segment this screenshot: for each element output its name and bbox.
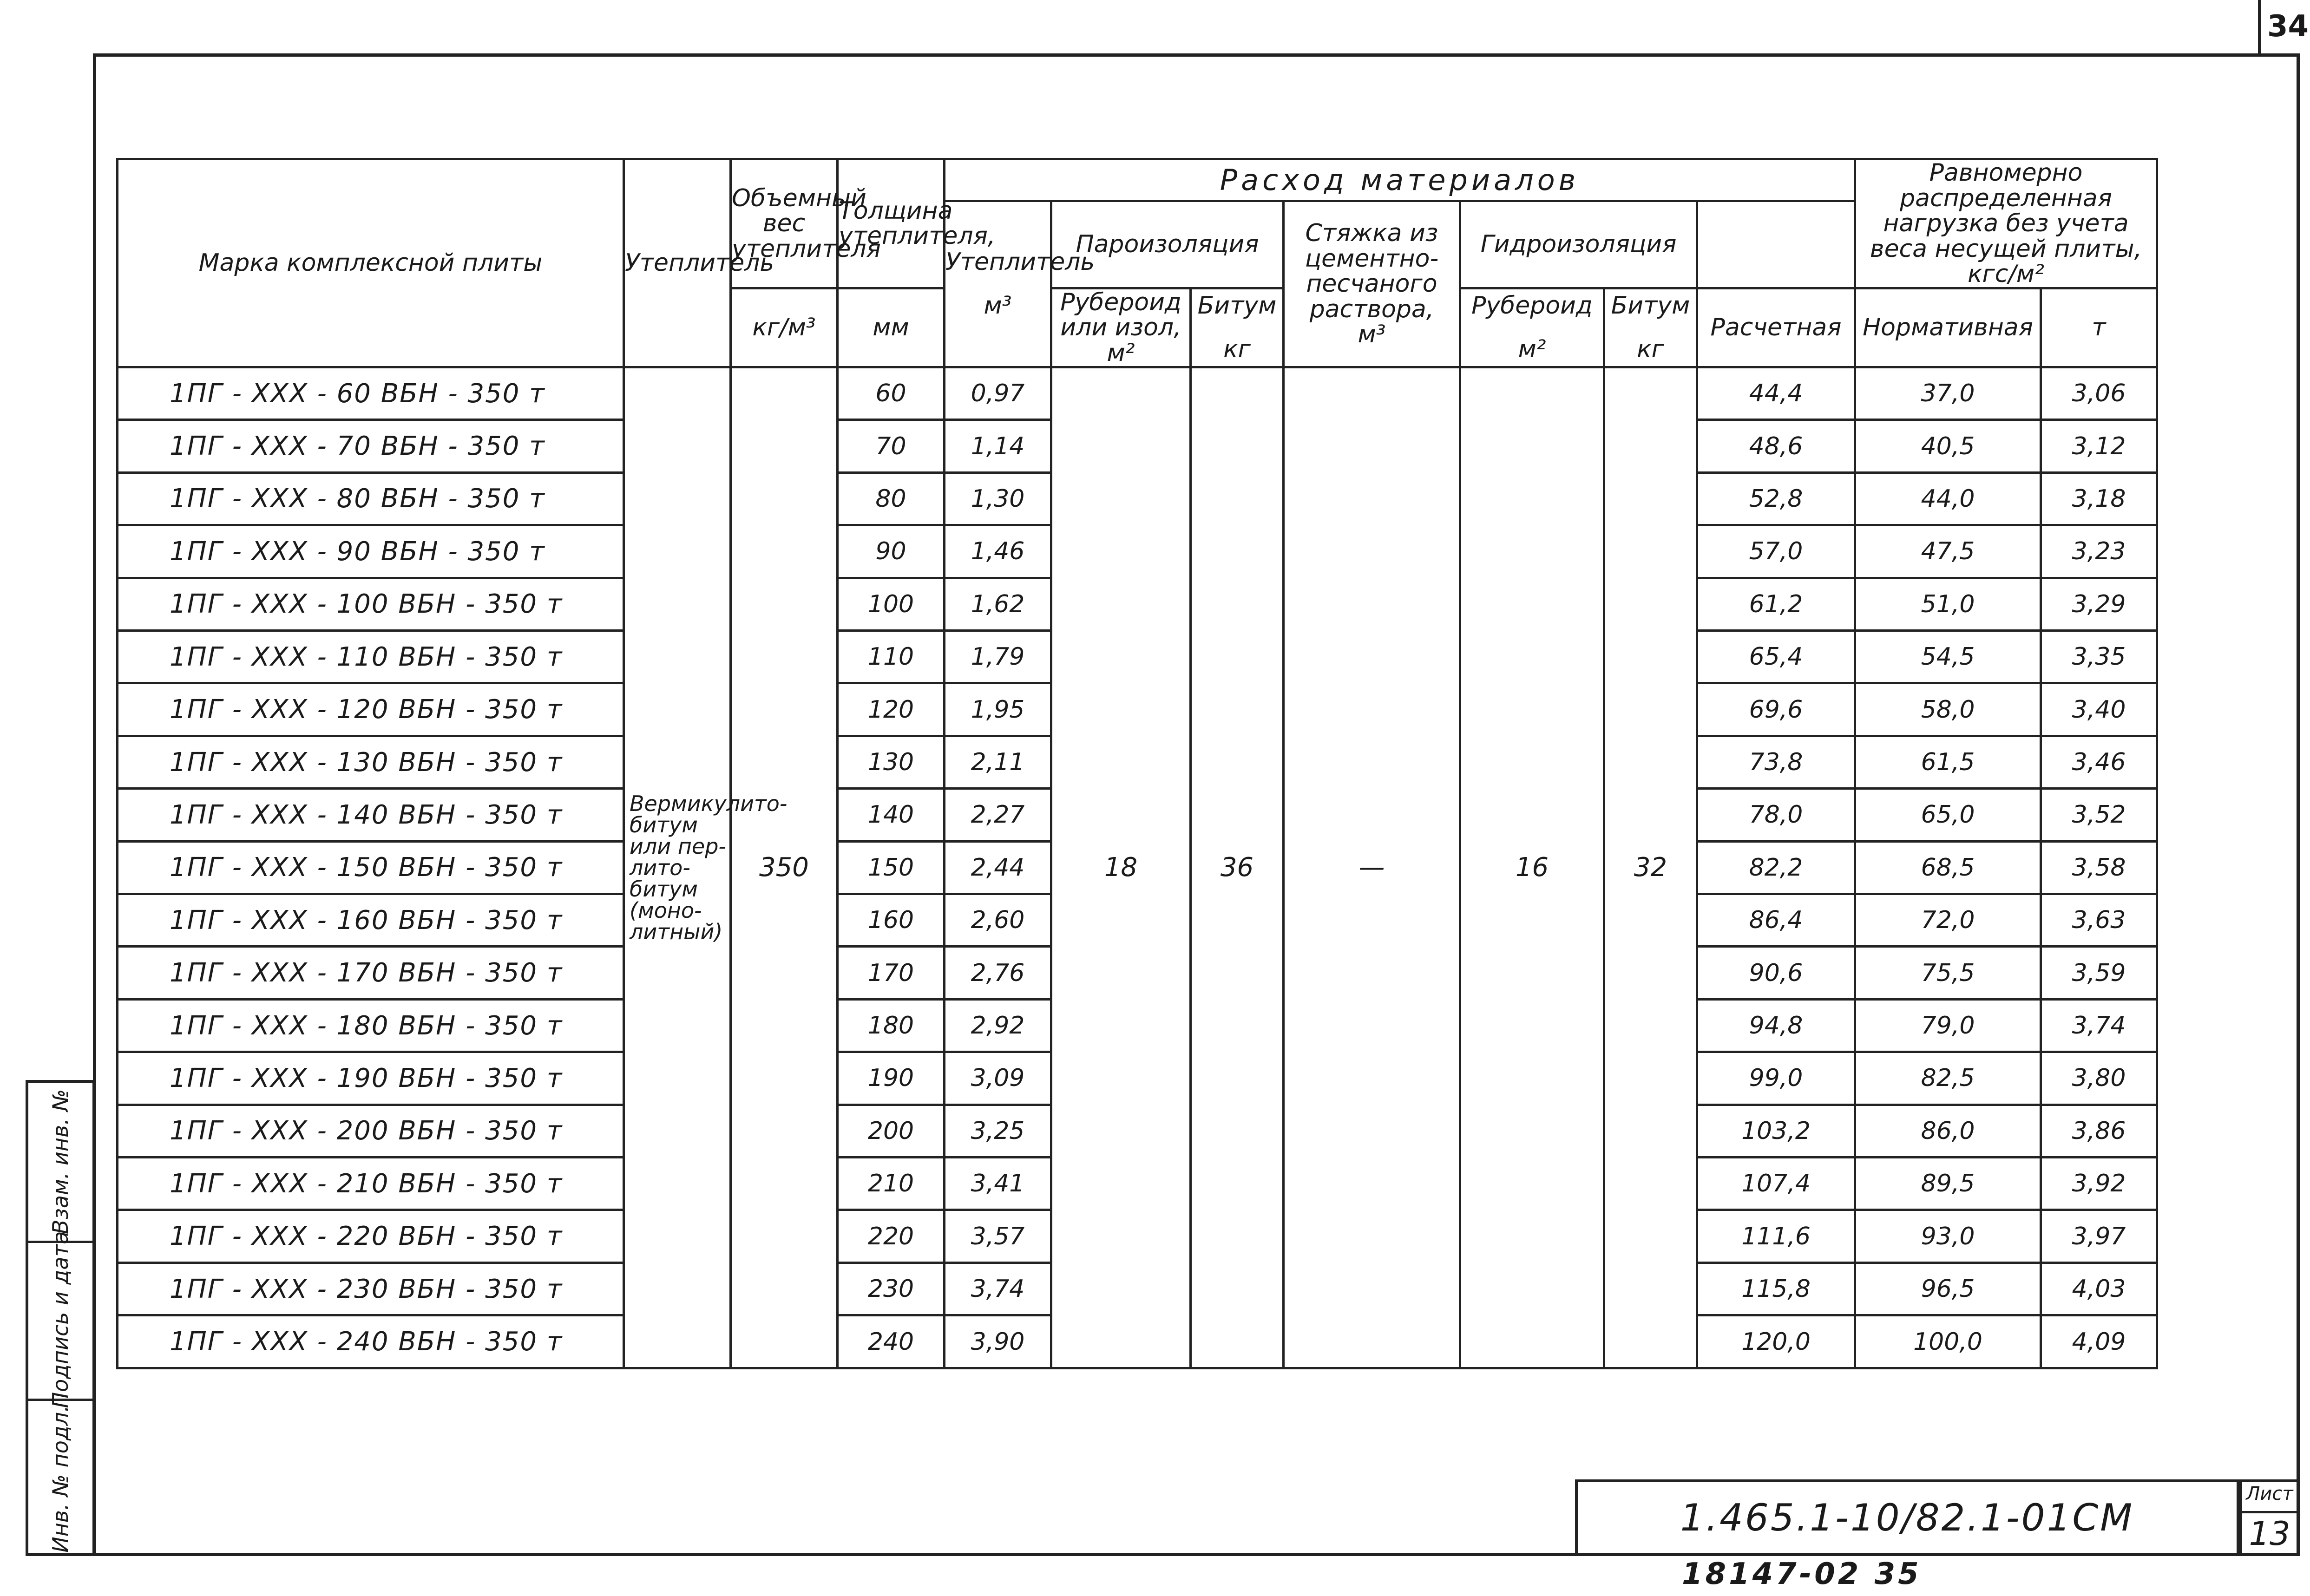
header-vb-ruberoid bbox=[1051, 288, 1191, 367]
row-insulant-volume: 3,25 bbox=[945, 1105, 1051, 1157]
row-mark: 1ПГ - XXX - 220 ВБН - 350 т bbox=[118, 1210, 624, 1262]
row-load-normative: 54,5 bbox=[1855, 631, 2041, 683]
header-density-unit: кг/м³ bbox=[731, 288, 838, 367]
header-wp-bitumen-label: Битум bbox=[1611, 291, 1690, 320]
row-mark: 1ПГ - XXX - 200 ВБН - 350 т bbox=[118, 1105, 624, 1157]
row-load-normative: 40,5 bbox=[1855, 420, 2041, 472]
row-insulant-volume: 2,92 bbox=[945, 999, 1051, 1052]
row-load-design: 107,4 bbox=[1697, 1158, 1855, 1210]
row-mass: 4,09 bbox=[2041, 1315, 2157, 1368]
merged-wp-bitumen: 32 bbox=[1604, 367, 1697, 1368]
row-thickness: 170 bbox=[838, 947, 945, 999]
title-block-designation: 1.465.1-10/82.1-01СМ bbox=[1575, 1479, 2239, 1556]
row-insulant-volume: 1,46 bbox=[945, 525, 1051, 578]
row-load-design: 120,0 bbox=[1697, 1315, 1855, 1368]
row-load-normative: 44,0 bbox=[1855, 472, 2041, 525]
header-wp-bitumen bbox=[1604, 288, 1697, 367]
row-thickness: 160 bbox=[838, 894, 945, 947]
row-load-normative: 79,0 bbox=[1855, 999, 2041, 1052]
row-mark: 1ПГ - XXX - 190 ВБН - 350 т bbox=[118, 1052, 624, 1105]
row-mass: 3,46 bbox=[2041, 736, 2157, 788]
row-thickness: 240 bbox=[838, 1315, 945, 1368]
row-mass: 3,40 bbox=[2041, 683, 2157, 736]
row-load-normative: 51,0 bbox=[1855, 578, 2041, 630]
row-mass: 3,35 bbox=[2041, 631, 2157, 683]
row-insulant-volume: 3,74 bbox=[945, 1262, 1051, 1315]
row-load-design: 103,2 bbox=[1697, 1105, 1855, 1157]
row-thickness: 140 bbox=[838, 789, 945, 841]
row-thickness: 90 bbox=[838, 525, 945, 578]
materials-table-body bbox=[118, 367, 2157, 1368]
row-load-design: 115,8 bbox=[1697, 1262, 1855, 1315]
row-mass: 3,58 bbox=[2041, 841, 2157, 894]
header-wp-ruberoid-label: Рубероид bbox=[1471, 291, 1593, 320]
row-load-normative: 100,0 bbox=[1855, 1315, 2041, 1368]
row-load-design: 78,0 bbox=[1697, 789, 1855, 841]
header-wp-bitumen-unit: кг bbox=[1637, 335, 1664, 364]
header-vb-bitumen-label: Битум bbox=[1197, 291, 1277, 320]
row-load-design: 52,8 bbox=[1697, 472, 1855, 525]
row-thickness: 120 bbox=[838, 683, 945, 736]
row-insulant-volume: 3,41 bbox=[945, 1158, 1051, 1210]
row-mark: 1ПГ - XXX - 180 ВБН - 350 т bbox=[118, 999, 624, 1052]
materials-table bbox=[116, 158, 2158, 1369]
row-mark: 1ПГ - XXX - 170 ВБН - 350 т bbox=[118, 947, 624, 999]
row-mass: 3,12 bbox=[2041, 420, 2157, 472]
row-mass: 3,59 bbox=[2041, 947, 2157, 999]
row-mark: 1ПГ - XXX - 90 ВБН - 350 т bbox=[118, 525, 624, 578]
row-insulant-volume: 2,11 bbox=[945, 736, 1051, 788]
side-label-inv-no: Инв. № подл. bbox=[48, 1405, 73, 1553]
header-insulant: Утеплитель bbox=[624, 159, 731, 367]
row-insulant-volume: 1,30 bbox=[945, 472, 1051, 525]
row-insulant-volume: 3,09 bbox=[945, 1052, 1051, 1105]
side-cell-inv-no bbox=[28, 1399, 92, 1559]
header-waterproofing: Гидроизоляция bbox=[1460, 201, 1697, 288]
header-vapor-barrier: Пароизоляция bbox=[1051, 201, 1284, 288]
row-mark: 1ПГ - XXX - 230 ВБН - 350 т bbox=[118, 1262, 624, 1315]
row-load-normative: 47,5 bbox=[1855, 525, 2041, 578]
row-load-normative: 86,0 bbox=[1855, 1105, 2041, 1157]
merged-density: 350 bbox=[731, 367, 838, 1368]
row-load-design: 82,2 bbox=[1697, 841, 1855, 894]
row-insulant-volume: 0,97 bbox=[945, 367, 1051, 419]
row-load-normative: 89,5 bbox=[1855, 1158, 2041, 1210]
header-wp-ruberoid bbox=[1460, 288, 1604, 367]
side-stamp-strip bbox=[26, 1080, 95, 1556]
header-density: Объемный вес утеплителя bbox=[731, 159, 838, 288]
row-insulant-volume: 2,60 bbox=[945, 894, 1051, 947]
row-load-normative: 96,5 bbox=[1855, 1262, 2041, 1315]
row-mass: 4,03 bbox=[2041, 1262, 2157, 1315]
row-load-normative: 37,0 bbox=[1855, 367, 2041, 419]
row-mark: 1ПГ - XXX - 140 ВБН - 350 т bbox=[118, 789, 624, 841]
row-load-design: 73,8 bbox=[1697, 736, 1855, 788]
header-consumption: Расход материалов bbox=[945, 159, 1855, 201]
row-thickness: 190 bbox=[838, 1052, 945, 1105]
row-insulant-volume: 1,14 bbox=[945, 420, 1051, 472]
row-load-design: 90,6 bbox=[1697, 947, 1855, 999]
row-load-normative: 58,0 bbox=[1855, 683, 2041, 736]
row-insulant-volume: 1,95 bbox=[945, 683, 1051, 736]
row-mark: 1ПГ - XXX - 130 ВБН - 350 т bbox=[118, 736, 624, 788]
row-load-design: 48,6 bbox=[1697, 420, 1855, 472]
header-vb-bitumen-unit: кг bbox=[1223, 335, 1251, 364]
merged-vb-ruberoid: 18 bbox=[1051, 367, 1191, 1368]
row-thickness: 230 bbox=[838, 1262, 945, 1315]
header-load-normative: Нормативная bbox=[1855, 288, 2041, 367]
header-thickness-unit: мм bbox=[838, 288, 945, 367]
side-label-signature: Подпись и дата bbox=[48, 1231, 73, 1408]
row-mark: 1ПГ - XXX - 150 ВБН - 350 т bbox=[118, 841, 624, 894]
row-mass: 3,63 bbox=[2041, 894, 2157, 947]
row-mark: 1ПГ - XXX - 120 ВБН - 350 т bbox=[118, 683, 624, 736]
row-insulant-volume: 2,44 bbox=[945, 841, 1051, 894]
row-mass: 3,29 bbox=[2041, 578, 2157, 630]
row-mass: 3,80 bbox=[2041, 1052, 2157, 1105]
header-vb-ruberoid-label: Рубероид или изол, bbox=[1060, 288, 1181, 342]
title-block-sheet bbox=[2239, 1479, 2300, 1556]
merged-vb-bitumen: 36 bbox=[1191, 367, 1284, 1368]
row-mark: 1ПГ - XXX - 240 ВБН - 350 т bbox=[118, 1315, 624, 1368]
header-load: Равномерно распределенная нагрузка без учета веса несущей плиты, кгс/м² bbox=[1855, 159, 2157, 288]
archive-code: 18147-02 35 bbox=[1682, 1557, 1922, 1591]
row-load-design: 44,4 bbox=[1697, 367, 1855, 419]
row-mass: 3,18 bbox=[2041, 472, 2157, 525]
row-load-design: 61,2 bbox=[1697, 578, 1855, 630]
table-row bbox=[118, 367, 2157, 419]
row-mark: 1ПГ - XXX - 80 ВБН - 350 т bbox=[118, 472, 624, 525]
row-load-normative: 61,5 bbox=[1855, 736, 2041, 788]
row-insulant-volume: 1,79 bbox=[945, 631, 1051, 683]
row-load-design: 69,6 bbox=[1697, 683, 1855, 736]
row-mass: 3,74 bbox=[2041, 999, 2157, 1052]
header-screed-label: Стяжка из цементно-песчаного раствора, bbox=[1305, 219, 1439, 323]
row-thickness: 210 bbox=[838, 1158, 945, 1210]
row-mass: 3,52 bbox=[2041, 789, 2157, 841]
merged-wp-ruberoid: 16 bbox=[1460, 367, 1604, 1368]
header-screed bbox=[1284, 201, 1460, 367]
sheet-number: 13 bbox=[2249, 1515, 2290, 1553]
merged-screed: — bbox=[1284, 367, 1460, 1368]
row-load-design: 111,6 bbox=[1697, 1210, 1855, 1262]
frame-corner-tick bbox=[2258, 0, 2261, 53]
row-thickness: 70 bbox=[838, 420, 945, 472]
row-load-normative: 75,5 bbox=[1855, 947, 2041, 999]
row-load-design: 86,4 bbox=[1697, 894, 1855, 947]
row-load-design: 65,4 bbox=[1697, 631, 1855, 683]
row-mass: 3,06 bbox=[2041, 367, 2157, 419]
row-load-normative: 68,5 bbox=[1855, 841, 2041, 894]
side-label-replace: Взам. инв. № bbox=[48, 1089, 73, 1235]
row-thickness: 110 bbox=[838, 631, 945, 683]
side-cell-replace bbox=[28, 1083, 92, 1241]
row-mark: 1ПГ - XXX - 60 ВБН - 350 т bbox=[118, 367, 624, 419]
header-mass-unit: т bbox=[2041, 288, 2157, 367]
header-thickness: Толщина утеплителя, bbox=[838, 159, 945, 288]
row-thickness: 80 bbox=[838, 472, 945, 525]
header-mark: Марка комплексной плиты bbox=[118, 159, 624, 367]
row-load-design: 94,8 bbox=[1697, 999, 1855, 1052]
row-mass: 3,23 bbox=[2041, 525, 2157, 578]
header-insulant-consumption-label: Утеплитель bbox=[945, 248, 1095, 276]
row-thickness: 180 bbox=[838, 999, 945, 1052]
header-vb-ruberoid-unit: м² bbox=[1107, 339, 1135, 367]
row-mark: 1ПГ - XXX - 210 ВБН - 350 т bbox=[118, 1158, 624, 1210]
row-insulant-volume: 1,62 bbox=[945, 578, 1051, 630]
row-thickness: 150 bbox=[838, 841, 945, 894]
row-mark: 1ПГ - XXX - 70 ВБН - 350 т bbox=[118, 420, 624, 472]
row-load-normative: 65,0 bbox=[1855, 789, 2041, 841]
header-wp-ruberoid-unit: м² bbox=[1518, 335, 1546, 364]
row-insulant-volume: 2,76 bbox=[945, 947, 1051, 999]
page-number-top: 34 bbox=[2267, 9, 2309, 44]
header-insulant-consumption-unit: м³ bbox=[984, 292, 1012, 320]
row-mark: 1ПГ - XXX - 110 ВБН - 350 т bbox=[118, 631, 624, 683]
header-vb-bitumen bbox=[1191, 288, 1284, 367]
row-insulant-volume: 3,90 bbox=[945, 1315, 1051, 1368]
row-load-design: 57,0 bbox=[1697, 525, 1855, 578]
row-insulant-volume: 3,57 bbox=[945, 1210, 1051, 1262]
row-thickness: 220 bbox=[838, 1210, 945, 1262]
side-cell-signature bbox=[28, 1231, 92, 1408]
row-mass: 3,92 bbox=[2041, 1158, 2157, 1210]
merged-insulant: Вермикулито- битум или пер- лито- битум (моно- литный) bbox=[624, 367, 731, 1368]
row-insulant-volume: 2,27 bbox=[945, 789, 1051, 841]
row-load-normative: 82,5 bbox=[1855, 1052, 2041, 1105]
row-thickness: 60 bbox=[838, 367, 945, 419]
row-thickness: 130 bbox=[838, 736, 945, 788]
row-thickness: 200 bbox=[838, 1105, 945, 1157]
row-mass: 3,97 bbox=[2041, 1210, 2157, 1262]
header-load-design: Расчетная bbox=[1697, 288, 1855, 367]
sheet-label: Лист bbox=[2242, 1483, 2297, 1513]
row-load-design: 99,0 bbox=[1697, 1052, 1855, 1105]
row-thickness: 100 bbox=[838, 578, 945, 630]
header-screed-unit: м³ bbox=[1358, 321, 1386, 349]
row-mark: 1ПГ - XXX - 100 ВБН - 350 т bbox=[118, 578, 624, 630]
row-load-normative: 93,0 bbox=[1855, 1210, 2041, 1262]
row-load-normative: 72,0 bbox=[1855, 894, 2041, 947]
row-mass: 3,86 bbox=[2041, 1105, 2157, 1157]
row-mark: 1ПГ - XXX - 160 ВБН - 350 т bbox=[118, 894, 624, 947]
